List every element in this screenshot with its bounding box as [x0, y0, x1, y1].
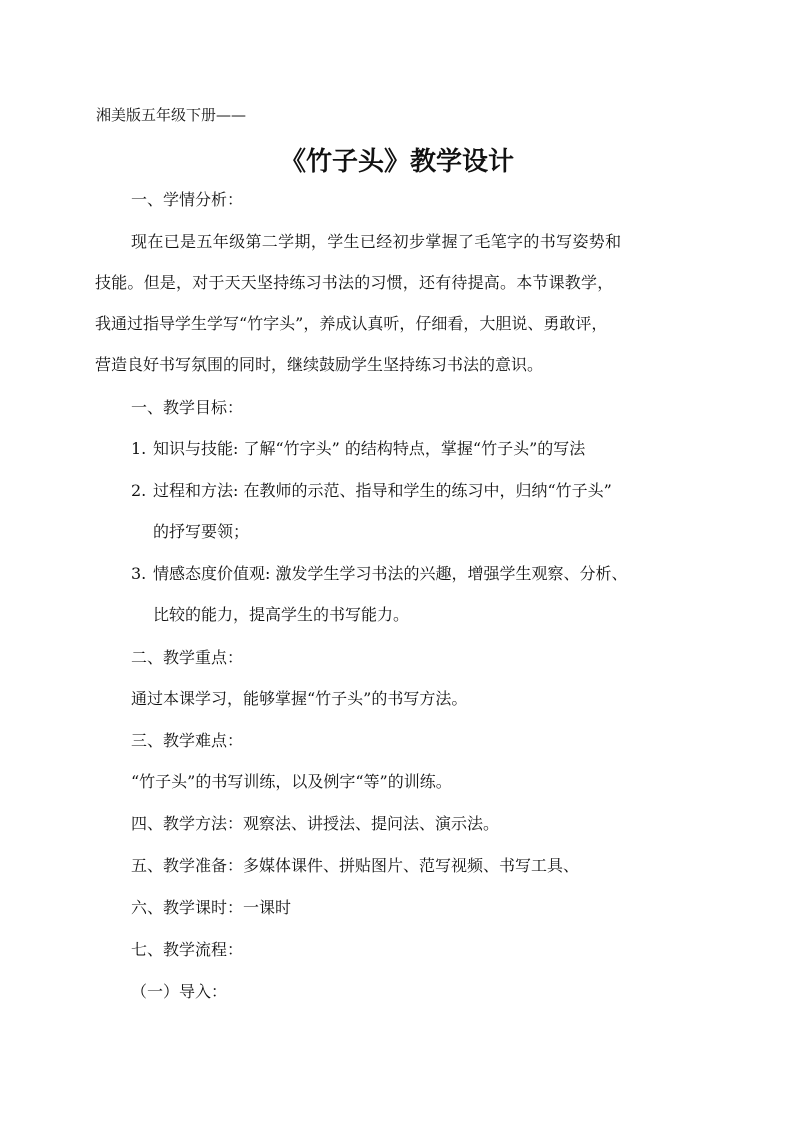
goal-text: 过程和方法: 在教师的示范、指导和学生的练习中，归纳“竹子头”: [153, 481, 612, 500]
subsection-heading-intro: （一）导入：: [131, 982, 228, 1001]
section-text: 通过本课学习，能够掌握“竹子头”的书写方法。: [131, 689, 468, 708]
section-class-hours: 六、教学课时：一课时: [131, 898, 292, 917]
goal-continuation: 的抒写要领；: [153, 522, 250, 541]
section-heading-analysis: 一、学情分析：: [131, 190, 244, 209]
section-text: “竹子头”的书写训练，以及例字“等”的训练。: [131, 772, 452, 791]
goal-item: [131, 564, 627, 584]
paragraph-line: 技能。但是，对于天天坚持练习书法的习惯，还有待提高。本节课教学，: [95, 273, 614, 292]
section-preparation: 五、教学准备：多媒体课件、拼贴图片、范写视频、书写工具、: [131, 856, 580, 875]
section-heading-process: 七、教学流程：: [131, 940, 244, 959]
document-title: 《竹子头》教学设计: [279, 147, 514, 177]
goal-number: 3.: [131, 564, 147, 583]
goal-text: 情感态度价值观: 激发学生学习书法的兴趣，增强学生观察、分析、: [153, 564, 628, 583]
section-heading-goals: 一、教学目标：: [131, 398, 244, 417]
goal-continuation: 比较的能力，提高学生的书写能力。: [153, 605, 410, 624]
goal-number: 2.: [131, 481, 147, 500]
section-heading-difficulties: 三、教学难点：: [131, 731, 244, 750]
paragraph-line: 现在已是五年级第二学期，学生已经初步掌握了毛笔字的书写姿势和: [131, 232, 622, 251]
goal-text: 知识与技能: 了解“竹字头” 的结构特点，掌握“竹子头”的写法: [153, 439, 586, 458]
document-subtitle: 湘美版五年级下册——: [96, 106, 247, 124]
goal-number: 1.: [131, 439, 147, 458]
section-heading-key-points: 二、教学重点：: [131, 648, 244, 667]
goal-item: [131, 481, 612, 501]
paragraph-line: 我通过指导学生学写“竹字头”，养成认真听，仔细看，大胆说、勇敢评，: [95, 314, 608, 333]
section-methods: 四、教学方法：观察法、讲授法、提问法、演示法。: [131, 814, 500, 833]
paragraph-line: 营造良好书写氛围的同时，继续鼓励学生坚持练习书法的意识。: [95, 355, 544, 374]
goal-item: [131, 439, 585, 459]
